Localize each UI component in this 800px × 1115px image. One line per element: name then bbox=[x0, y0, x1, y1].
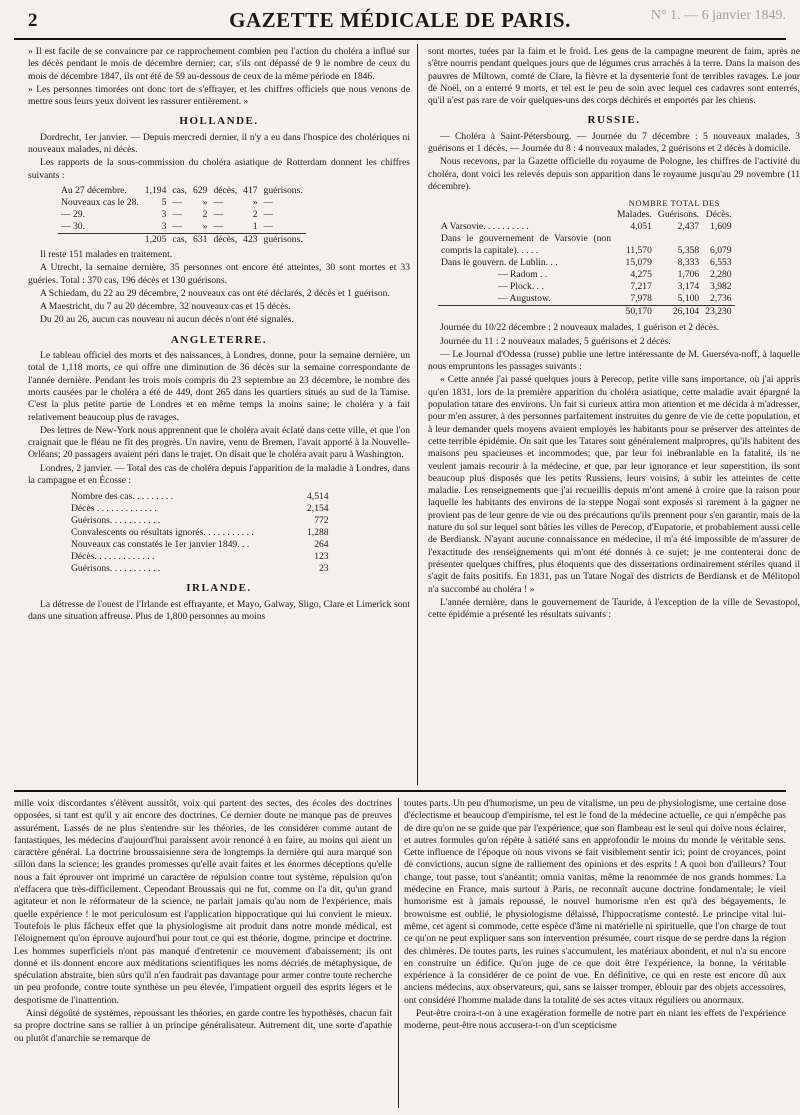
table-cell: 4,275 bbox=[630, 269, 652, 281]
section-heading-irlande: IRLANDE. bbox=[186, 582, 252, 595]
paragraph: Nous recevons, par la Gazette officielle du royaume de Pologne, les chiffres de l'activité du choléra, dont voici les relevés depuis son apparition dans le royaume jusqu'au 29 novembre (11 décembre). bbox=[428, 156, 800, 192]
table-cell bbox=[58, 233, 142, 246]
table-row bbox=[438, 233, 735, 257]
table-row bbox=[438, 293, 735, 306]
table-cell: 3 bbox=[161, 220, 167, 232]
table-row bbox=[68, 539, 332, 551]
table-cell bbox=[438, 197, 614, 209]
table-cell: 2 bbox=[202, 208, 208, 220]
table-cell: — bbox=[172, 196, 182, 208]
table-cell: 23 bbox=[319, 563, 329, 575]
table-cell: 11,570 bbox=[625, 245, 652, 257]
table-cell: cas, bbox=[169, 233, 190, 246]
table-row bbox=[68, 515, 332, 527]
table-cell: — bbox=[213, 196, 224, 208]
table-caption: NOMBRE TOTAL DES bbox=[628, 198, 720, 209]
table-total-row bbox=[58, 233, 306, 246]
paragraph: — Le Journal d'Odessa (russe) publie une lettre intéressante de M. Guerséva-noff, à laquelle nous empruntons les passages suivants : bbox=[428, 348, 800, 373]
bleed-through-text: N° 1. — 6 janvier 1849. bbox=[650, 8, 786, 23]
table-cell: — Plock. . . bbox=[498, 281, 544, 293]
paragraph: « Cette année j'ai passé quelques jours à Perecop, petite ville sans importance, où j'ai appris qu'en 1831, lors de la première apparition du choléra asiatique, cette maladie avait épargné la population tatare des environs. Un fait si curieux attira mon attention et me décida à m'adresser, pour m'en assurer, à des personnes parfaitement instruites du genre de vie de cette population, et à leur demander quels moyens avaient employés les habitants pour se préserver des atteintes de cette terrible épidémie. On sait que les Tatares sont généralement malpropres, qu'ils habitent des maisons peu spacieuses et incommodes; que, par leur foi inébranlable en la fatalité, ils ne veulent jamais recourir à la médecine, et que, par leur ignorance et leur superstition, ils sont beaucoup plus disposés que les petits Russiens, leurs voisins, à subir les atteintes de cette maladie. Les renseignements que j'ai recueillis depuis m'ont amené à croire que la raison pour laquelle les habitants des environs de la steppe Nogaï sont exposés si rarement à la gagner ne provient pas de leur genre de vie ou des précautions qu'ils prennent pour s'en garantir, mais de la nature du sol sur lequel sont bâties les villes de Perecop, d'Eupatorie, et probablement aussi celle de Berdiansk. N'ayant aucune connaissance en médecine, il m'a été impossible de m'assurer de l'exactitude des renseignements qui m'ont été donnés à ce sujet; je me contenterai donc de présenter quelques chiffres, plus éloquents que des dissertations ordinairement stériles quand il s'agit de faits positifs. En 1831, pas un Tatare Nogaï des districts de Berdiansk et de Mélitopol n'a succombé au choléra ! » bbox=[428, 374, 800, 595]
table-row bbox=[68, 563, 332, 575]
table-cell: 3 bbox=[161, 208, 167, 220]
paragraph: A Utrecht, la semaine dernière, 35 personnes ont encore été atteintes, 30 sont mortes et 33 guéries. Total : 370 cas, 196 décès et 130 guérisons. bbox=[28, 262, 410, 286]
table-total-row bbox=[438, 306, 735, 319]
table-cell: cas, bbox=[172, 184, 188, 196]
table-cell: 7,217 bbox=[630, 281, 652, 293]
table-cell: 2,154 bbox=[307, 503, 329, 515]
paragraph: Du 20 au 26, aucun cas nouveau ni aucun décès n'ont été signalés. bbox=[40, 314, 294, 326]
paragraph: Le tableau officiel des morts et des naissances, à Londres, donne, pour la semaine dernière, un total de 1,118 morts, ce qui offre une diminution de 36 décès sur la semaine correspondante de l'année dernière. Pendant les trois mois compris du 23 septembre au 23 décembre, le nombre des morts causées par le choléra a été de 449, dont 265 dans les quartiers situés au sud de la Tamise. C'est la plus petite partie de Londres et en même temps la moins saine; le choléra y a fait relativement beaucoup plus de ravages. bbox=[28, 350, 410, 423]
masthead-title: GAZETTE MÉDICALE DE PARIS. bbox=[229, 8, 571, 32]
table-cell: — bbox=[172, 220, 182, 232]
table-cell: 6,553 bbox=[710, 257, 732, 269]
table-cell: 7,978 bbox=[630, 293, 652, 305]
table-cell: 123 bbox=[314, 551, 329, 563]
section-heading-russie: RUSSIE. bbox=[587, 114, 641, 127]
table-row bbox=[58, 185, 306, 197]
table-row bbox=[68, 551, 332, 563]
left-column bbox=[28, 46, 410, 785]
paragraph: — Choléra à Saint-Pétersbourg. — Journée du 7 décembre : 5 nouveaux malades, 3 guérisons et 1 décès. — Journée du 8 : 4 nouveaux malades, 2 guérisons et 2 décès à domicile. bbox=[428, 130, 800, 155]
table-cell: 50,170 bbox=[614, 306, 655, 319]
table-cell: » bbox=[202, 196, 208, 208]
table-cell: 264 bbox=[314, 539, 329, 551]
table-header: Guérisons. bbox=[657, 209, 700, 221]
table-cell: décès, bbox=[210, 233, 240, 246]
paragraph: Ainsi dégoûté de systèmes, repoussant les théories, en garde contre les hypothèses, chacun fait sa propre doctrine sans se rallier à un principe généralisateur. Autrement dit, une sorte d'apathie ou plutôt d'anarchie se remarque de bbox=[14, 1008, 392, 1044]
table-cell: décès, bbox=[213, 184, 238, 196]
table-cell: 3,982 bbox=[710, 281, 732, 293]
table-cell: — bbox=[263, 220, 274, 232]
table-cell: — Radom . . bbox=[498, 269, 548, 281]
table-cell: A Varsovie. . . . . . . . . . bbox=[441, 221, 529, 233]
page-header bbox=[14, 0, 786, 40]
table-cell: 6,079 bbox=[710, 245, 732, 257]
table-cell: 423 bbox=[240, 233, 260, 246]
table-cell: — bbox=[172, 208, 182, 220]
feuilleton-left-column bbox=[14, 798, 392, 1108]
table-header: Décès. bbox=[705, 209, 732, 221]
table-cell: Nouveaux cas constatés le 1er janvier 1849. . . bbox=[71, 539, 250, 551]
paragraph: toutes parts. Un peu d'humorisme, un peu de vitalisme, un peu de physiologisme, une certaine dose d'éclectisme et beaucoup d'empirisme, tel est le fond de la médecine actuelle, ce qui n'empêche pas de dire qu'on ne se guide que par l'expérience, que son flambeau est le seul qui doive nous éclairer, et autres formules qu'on répète à satiété sans en approfondir le moins du monde le véritable sens. Cette influence de l'époque où nous vivons se fait visiblement sentir ici; point de croyances, point de convictions, aucun signe de ralliement des opinions et des esprits ! A quoi bon d'ailleurs? Tout change, tout passe, tout s'anéantit; omnia vanitas, même la renommée de nos grands hommes. La médecine en France, mais surtout à Paris, ne reconnaît aucune doctrine fondamentale; le vieil humorisme est à jamais repoussé, le nouvel humorisme n'en est qu'à des bégayements, le brownisme est oublié, le physiologisme délaissé, l'hippocratisme contesté. Le principe vital lui-même, cet agent si commode, cette espèce d'âme ni matérielle ni spirituelle, que l'on charge de tout ce qu'on ne peut expliquer sans son intervention présumée, court risque de se perdre dans la région des chimères. De toutes parts, les ruines s'accumulent, les matériaux abondent, et nul n'a su encore en construire un édifice. Qu'on juge de ce que doit être l'expérience, la bonne, la véritable expérience à la considérer de ce point de vue. En définitive, ce qui en reste est encore dû aux anciens médecins, aux observateurs, qui, sans se laisser tromper, éblouir par des objets accessoires, ont considéré l'homme malade dans la totalité de ses actes vitaux réguliers ou anormaux. bbox=[404, 798, 786, 1006]
section-heading-angleterre: ANGLETERRE. bbox=[170, 333, 268, 346]
paragraph: sont mortes, tuées par la faim et le froid. Les gens de la campagne meurent de faim, après ne s'être nourris pendant quelques jours que de légumes crus arrachés à la terre. Dans la maison des pauvres de Miltown, comté de Clare, la fièvre et la dysenterie font de terribles ravages. Le jour de Noël, on a enterré 9 morts, et tel est le peu de soin avec lequel ces cadavres sont enterrés, qu'il n'est pas rare de voir quelques-uns des corps déchirés et emportés par les chiens. bbox=[428, 46, 800, 107]
table-cell: 2 bbox=[252, 208, 258, 220]
table-row bbox=[68, 527, 332, 539]
table-row bbox=[68, 491, 332, 503]
paragraph: Journée du 10/22 décembre : 2 nouveaux malades, 1 guérison et 2 décès. bbox=[440, 322, 720, 334]
table-row bbox=[438, 281, 735, 293]
right-column bbox=[428, 46, 800, 785]
table-cell: — 29. bbox=[61, 208, 85, 220]
table-cell: 23,230 bbox=[702, 306, 734, 319]
table-cell: — bbox=[263, 208, 274, 220]
table-cell: 772 bbox=[314, 515, 329, 527]
paragraph: » Les personnes timorées ont donc tort de s'effrayer, et les chiffres officiels que nous venons de mettre sous leurs yeux doivent les rassurer entièrement. » bbox=[28, 83, 410, 108]
section-divider bbox=[14, 790, 786, 792]
upper-section bbox=[14, 40, 800, 785]
paragraph: mille voix discordantes s'élèvent aussitôt, voix qui partent des sectes, des écoles des doctrines opposées, si tant est qu'il y ait encore des doctrines. Ce dernier doute ne manque pas de preuves assurément. Lassés de ne plus s'entendre sur les théories, de les considérer comme autant de fantastiques, les médecins d'aujourd'hui paraissent avoir renoncé à en faire, au moins qui aient un caractère général. La doctrine broussaisienne sera de longtemps la dernière qui aura marqué son sillon dans la science; les grandes promesses qu'elle avait faites et les énormes déceptions qu'elle nous a fait éprouver ont imprimé un caractère de répulsion contre tout système, répulsion qu'on n'effacera que très-difficilement. Cependant Broussais qui ne fut, comme on l'a dit, qu'un grand agitateur et non le réformateur de la science, ne parlait jamais qu'au nom de l'expérience, mais quelle expérience ! le mot periculosum est l'application hippocratique qui lui convient le mieux. Toutefois le plus fâcheux effet que la physiologisme ait produit dans notre monde médical, est l'éloignement qu'on éprouve aujourd'hui pour tout ce qui est théorie, dogme, principe et doctrine. Les hommes superficiels n'ont pas manqué d'entretenir ce mouvement d'abaissement; ils ont donné et ils donnent encore aux méditations scientifiques les noms décriés de métaphysique, de spéculation abstraite, bien sûrs qu'il n'en faudrait pas davantage pour armer contre toute recherche un peu profonde, contre toute synthèse un peu élevée, l'impatient orgueil des esprits légers et le despotisme de l'inattention. bbox=[14, 798, 392, 1006]
table-cell: 2,736 bbox=[710, 293, 732, 305]
paragraph: A Schiedam, du 22 au 29 décembre, 2 nouveaux cas ont été déclarés, 2 décès et 1 guérison. bbox=[40, 287, 390, 299]
table-cell: Convalescents ou résultats ignorés. . . . . . . . . . . bbox=[71, 527, 254, 539]
table-row bbox=[58, 197, 306, 209]
paragraph: Londres, 2 janvier. — Total des cas de choléra depuis l'apparition de la maladie à Londres, dans la campagne et en Écosse : bbox=[28, 462, 410, 487]
table-cell: — Augustow. bbox=[498, 293, 551, 305]
table-cell: » bbox=[202, 220, 208, 232]
table-cell: Nombre des cas. . . . . . . . . bbox=[71, 491, 174, 503]
table-cell: 1,288 bbox=[307, 527, 329, 539]
table-row bbox=[438, 221, 735, 233]
paragraph: Il reste 151 malades en traitement. bbox=[40, 248, 173, 260]
page-number: 2 bbox=[28, 10, 38, 31]
table-cell: 4,051 bbox=[630, 221, 652, 233]
table-cell: Décès . . . . . . . . . . . . . bbox=[71, 503, 157, 515]
paragraph: Des lettres de New-York nous apprennent que le choléra avait éclaté dans cette ville, et que l'on craignait que le fléau ne fît des progrès. Un navire, venu de Bremen, l'avait apporté à la Nouvelle-Orléans; 20 passagers avaient péri dans le trajet. On disait que le choléra avait paru à Washington. bbox=[28, 424, 410, 461]
table-cell: Au 27 décembre. bbox=[61, 184, 127, 196]
poland-table bbox=[438, 197, 735, 318]
table-cell: » bbox=[252, 196, 258, 208]
table-cell: Guérisons. . . . . . . . . . . bbox=[71, 515, 161, 527]
table-cell: 3,174 bbox=[677, 281, 700, 293]
column-divider bbox=[398, 798, 399, 1108]
table-cell: 2,437 bbox=[677, 221, 700, 233]
table-row bbox=[438, 269, 735, 281]
table-cell: 5,100 bbox=[677, 293, 700, 305]
table-cell: 26,104 bbox=[655, 306, 702, 319]
table-row bbox=[68, 503, 332, 515]
table-cell: 2,280 bbox=[710, 269, 732, 281]
table-cell: 1,194 bbox=[144, 184, 167, 196]
table-cell: 5 bbox=[161, 196, 167, 208]
table-header-row bbox=[438, 209, 735, 221]
column-divider bbox=[417, 44, 418, 785]
table-cell: Nouveaux cas le 28. bbox=[61, 196, 139, 208]
table-cell: guérisons. bbox=[263, 184, 303, 196]
table-cell: 1,609 bbox=[710, 221, 732, 233]
table-cell: 4,514 bbox=[307, 491, 329, 503]
table-row bbox=[58, 221, 306, 234]
table-cell bbox=[438, 209, 614, 221]
table-cell: Guérisons. . . . . . . . . . . bbox=[71, 563, 161, 575]
paragraph: Peut-être croira-t-on à une exagération formelle de notre part en niant les effets de l'expérience moderne, peut-être nous accusera-t-on d'un scepticisme bbox=[404, 1008, 786, 1032]
table-cell: — 30. bbox=[61, 220, 85, 232]
table-caption-row bbox=[438, 197, 735, 209]
table-cell: 15,079 bbox=[625, 257, 652, 269]
table-cell: 5,358 bbox=[677, 245, 700, 257]
table-cell: — bbox=[213, 220, 224, 232]
paragraph: Dordrecht, 1er janvier. — Depuis mercredi dernier, il n'y a eu dans l'hospice des cholériques ni nouveaux malades, ni décès. bbox=[28, 131, 410, 156]
feuilleton-right-column bbox=[404, 798, 786, 1108]
table-cell: 631 bbox=[190, 233, 210, 246]
table-cell: 629 bbox=[193, 184, 208, 196]
section-heading-hollande: HOLLANDE. bbox=[179, 115, 259, 128]
rotterdam-table bbox=[58, 185, 306, 246]
table-cell: guérisons. bbox=[261, 233, 306, 246]
table-cell: 417 bbox=[243, 184, 258, 196]
table-cell: Décès. . . . . . . . . . . . . bbox=[71, 551, 155, 563]
table-row bbox=[58, 209, 306, 221]
table-header: Malades. bbox=[617, 209, 652, 221]
paragraph: L'année dernière, dans le gouvernement de Tauride, à l'exception de la ville de Sevastopol, cette épidémie a présenté les résultats suivants : bbox=[428, 596, 800, 621]
table-cell: 8,333 bbox=[677, 257, 700, 269]
table-cell: — bbox=[213, 208, 224, 220]
paragraph: Les rapports de la sous-commission du choléra asiatique de Rotterdam donnent les chiffres suivants : bbox=[28, 157, 410, 181]
london-stats-table bbox=[68, 491, 332, 575]
paragraph: Journée du 11 : 2 nouveaux malades, 5 guérisons et 2 décès. bbox=[440, 335, 671, 347]
paragraph: » Il est facile de se convaincre par ce rapprochement combien peu l'action du choléra a influé sur les décès pendant le mois de décembre dernier; car, s'ils ont dépassé de 9 le nombre de ceux du mois de décembre 1847, ils ont été de 59 au-dessous de ceux de la même période en 1846. bbox=[28, 46, 410, 82]
table-cell bbox=[438, 306, 614, 319]
feuilleton-section bbox=[14, 798, 786, 1108]
paragraph: La détresse de l'ouest de l'Irlande est effrayante, et Mayo, Galway, Sligo, Clare et Limerick sont dans une situation affreuse. Plus de 1,800 personnes au moins bbox=[28, 598, 410, 622]
table-cell: Dans le gouvernement de Varsovie (non compris la capitale). . . . . bbox=[441, 233, 611, 257]
table-cell: 1,205 bbox=[142, 233, 170, 246]
paragraph: A Maestricht, du 7 au 20 décembre, 32 nouveaux cas et 15 décès. bbox=[40, 301, 291, 313]
table-cell: 1,706 bbox=[677, 269, 700, 281]
table-cell: Dans le gouvern. de Lublin. . . bbox=[441, 257, 558, 269]
table-cell: — bbox=[263, 196, 274, 208]
table-row bbox=[438, 257, 735, 269]
table-cell: 1 bbox=[252, 220, 258, 232]
